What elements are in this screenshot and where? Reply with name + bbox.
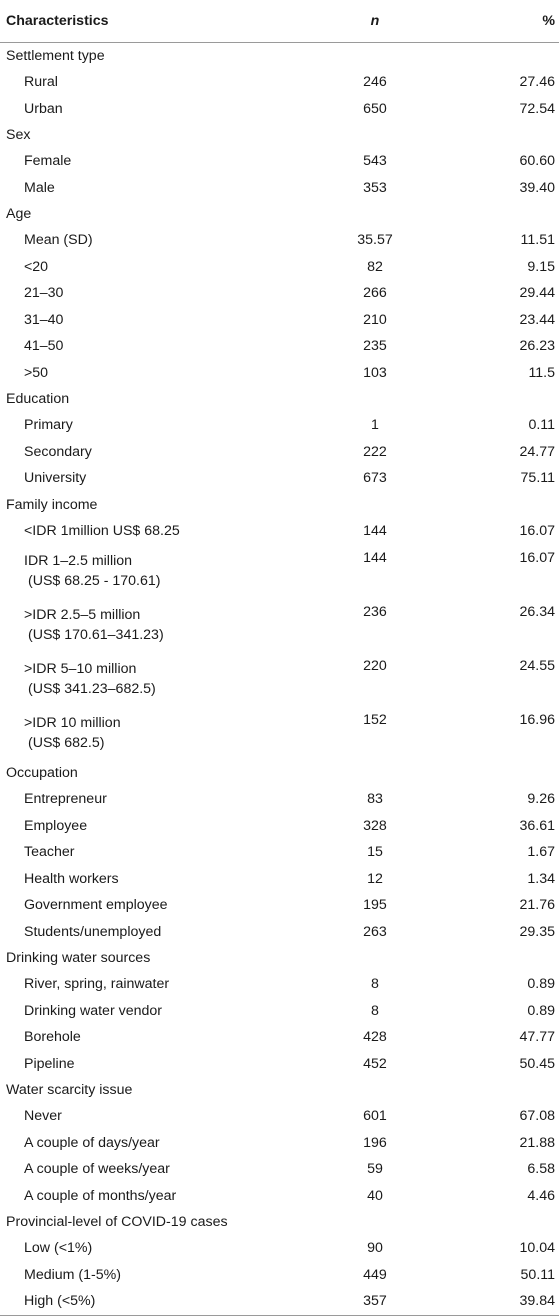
table-row <box>0 518 559 545</box>
row-label <box>0 465 290 492</box>
section-header-row <box>0 945 559 971</box>
table-row <box>0 1235 559 1262</box>
section-title: Settlement type <box>6 48 105 64</box>
row-label-subtext: (US$ 170.61–341.23) <box>28 627 164 643</box>
table-row <box>0 96 559 123</box>
row-label <box>0 706 290 760</box>
row-percent-value: 75.11 <box>520 470 555 487</box>
section-header-row <box>0 386 559 412</box>
row-label <box>0 254 290 281</box>
row-label-text: Mean (SD) <box>24 232 93 249</box>
row-label <box>0 148 290 175</box>
table-row <box>0 280 559 307</box>
row-label-text: Low (<1%) <box>24 1240 93 1257</box>
row-percent-value: 4.46 <box>527 1187 555 1204</box>
row-percent-value: 0.89 <box>527 1002 555 1019</box>
table-row <box>0 706 559 760</box>
row-label <box>0 96 290 123</box>
table-row <box>0 333 559 360</box>
row-percent-value: 0.11 <box>528 417 555 434</box>
section-header-row <box>0 1077 559 1103</box>
row-n-value: 83 <box>367 791 383 808</box>
row-percent-value: 39.84 <box>460 1288 559 1315</box>
table-row <box>0 652 559 706</box>
row-label <box>0 919 290 946</box>
header-n: n <box>290 0 460 43</box>
row-label <box>0 1051 290 1078</box>
row-percent-value: 36.61 <box>519 817 555 834</box>
table-body <box>0 43 559 1316</box>
row-percent-value: 11.5 <box>528 364 555 381</box>
row-n-value: 35.57 <box>357 232 393 249</box>
table-row <box>0 598 559 652</box>
row-n-value: 428 <box>363 1029 387 1046</box>
row-label-text: Rural <box>24 74 58 91</box>
row-n-value: 152 <box>363 712 387 728</box>
row-percent-value: 26.23 <box>519 338 555 355</box>
row-percent-value: 23.44 <box>519 311 555 328</box>
row-label <box>0 518 290 545</box>
row-n-value: 601 <box>363 1108 387 1125</box>
row-label <box>0 412 290 439</box>
table-row <box>0 998 559 1025</box>
table-row <box>0 1183 559 1210</box>
row-percent-value: 16.07 <box>519 550 555 566</box>
row-percent-value: 27.46 <box>519 74 555 91</box>
row-label <box>0 439 290 466</box>
table-row <box>0 1288 559 1315</box>
row-label-text: Secondary <box>24 443 92 460</box>
row-percent-value: 21.76 <box>519 897 555 914</box>
row-label <box>0 1024 290 1051</box>
row-label <box>0 1130 290 1157</box>
row-label <box>0 227 290 254</box>
section-header-row <box>0 1209 559 1235</box>
row-n-value: 40 <box>367 1187 383 1204</box>
row-percent-value: 24.77 <box>519 443 555 460</box>
table-row <box>0 786 559 813</box>
table-row <box>0 919 559 946</box>
row-label-text: IDR 1–2.5 million <box>24 553 133 569</box>
row-label-text: High (<5%) <box>24 1293 96 1310</box>
row-label-text: Urban <box>24 100 63 117</box>
row-percent-value: 10.04 <box>519 1240 555 1257</box>
row-label <box>0 280 290 307</box>
row-n-value: 103 <box>363 364 387 381</box>
row-label <box>0 971 290 998</box>
table-row <box>0 254 559 281</box>
row-percent-value: 16.07 <box>519 522 555 539</box>
row-label <box>0 1183 290 1210</box>
row-label-text: >50 <box>24 364 49 381</box>
row-n-value: 15 <box>367 844 383 861</box>
row-percent-value: 29.35 <box>519 923 555 940</box>
row-n-value: 8 <box>371 976 379 993</box>
row-n-value: 222 <box>363 443 387 460</box>
row-label-text: Borehole <box>24 1029 81 1046</box>
row-label <box>0 652 290 706</box>
row-label <box>0 307 290 334</box>
table-row <box>0 1130 559 1157</box>
header-percent: % <box>460 0 559 43</box>
row-n-value: 452 <box>363 1055 387 1072</box>
row-n-value: 220 <box>363 658 387 674</box>
row-label-text: >IDR 5–10 million <box>24 661 137 677</box>
row-label-text: Medium (1-5%) <box>24 1266 121 1283</box>
table-row <box>0 839 559 866</box>
table-row <box>0 971 559 998</box>
row-n-value: 328 <box>363 817 387 834</box>
row-label <box>0 1262 290 1289</box>
row-label-text: Employee <box>24 817 88 834</box>
row-n-value: 1 <box>371 417 379 434</box>
row-n-value: 235 <box>363 338 387 355</box>
section-title: Provincial-level of COVID-19 cases <box>6 1214 228 1230</box>
row-label <box>0 998 290 1025</box>
row-label-text: 21–30 <box>24 285 64 302</box>
row-label <box>0 175 290 202</box>
row-n-value: 196 <box>363 1134 387 1151</box>
row-label <box>0 1103 290 1130</box>
row-label-text: Female <box>24 153 72 170</box>
section-title: Sex <box>6 127 31 143</box>
row-label-text: <IDR 1million US$ 68.25 <box>24 522 180 539</box>
row-n-value: 12 <box>367 870 383 887</box>
section-header-row <box>0 760 559 786</box>
section-title: Family income <box>6 496 98 513</box>
row-label-text: Government employee <box>24 897 168 914</box>
row-n-value: 357 <box>290 1288 460 1315</box>
row-n-value: 263 <box>363 923 387 940</box>
row-percent-value: 72.54 <box>519 100 555 117</box>
row-n-value: 246 <box>363 74 387 91</box>
table-row <box>0 175 559 202</box>
row-label <box>0 866 290 893</box>
row-n-value: 59 <box>367 1161 383 1178</box>
row-label-text: Drinking water vendor <box>24 1002 162 1019</box>
row-percent-value: 1.67 <box>527 844 555 861</box>
row-n-value: 650 <box>363 100 387 117</box>
section-title: Age <box>6 206 32 222</box>
row-label <box>0 839 290 866</box>
table-row <box>0 439 559 466</box>
row-percent-value: 16.96 <box>519 712 555 728</box>
row-label <box>0 544 290 598</box>
row-label <box>0 1235 290 1262</box>
row-percent-value: 6.58 <box>527 1161 555 1178</box>
row-label-text: 41–50 <box>24 338 64 355</box>
row-n-value: 449 <box>363 1266 387 1283</box>
row-label-subtext: (US$ 341.23–682.5) <box>28 681 156 697</box>
row-label-text: A couple of weeks/year <box>24 1161 170 1178</box>
row-label <box>0 1156 290 1183</box>
section-title: Drinking water sources <box>6 950 151 966</box>
row-percent-value: 21.88 <box>519 1134 555 1151</box>
section-header-row <box>0 492 559 518</box>
row-label-text: Male <box>24 179 55 196</box>
row-percent-value: 24.55 <box>519 658 555 674</box>
table-row <box>0 1051 559 1078</box>
section-header-row <box>0 43 559 70</box>
section-title: Occupation <box>6 765 78 781</box>
table-row <box>0 1024 559 1051</box>
table-header-row <box>0 0 559 43</box>
row-label <box>0 1288 290 1315</box>
row-label-text: 31–40 <box>24 311 64 328</box>
table-row <box>0 412 559 439</box>
row-percent-value: 60.60 <box>519 153 555 170</box>
row-n-value: 8 <box>371 1002 379 1019</box>
row-n-value: 144 <box>363 550 387 566</box>
row-label-text: Students/unemployed <box>24 923 162 940</box>
table-row <box>0 1262 559 1289</box>
row-label-text: Primary <box>24 417 73 434</box>
row-n-value: 90 <box>367 1240 383 1257</box>
row-n-value: 210 <box>363 311 387 328</box>
row-label <box>0 333 290 360</box>
table-row <box>0 307 559 334</box>
row-label-text: Pipeline <box>24 1055 75 1072</box>
row-percent-value: 0.89 <box>527 976 555 993</box>
row-label <box>0 598 290 652</box>
table-row <box>0 813 559 840</box>
table-row <box>0 544 559 598</box>
header-characteristics: Characteristics <box>0 0 290 43</box>
row-percent-value: 39.40 <box>519 179 555 196</box>
row-n-value: 353 <box>363 179 387 196</box>
row-label <box>0 69 290 96</box>
row-label <box>0 360 290 387</box>
row-percent-value: 29.44 <box>519 285 555 302</box>
row-label-text: Health workers <box>24 870 119 887</box>
row-n-value: 82 <box>367 258 383 275</box>
row-percent-value: 9.15 <box>527 258 555 275</box>
row-percent-value: 50.11 <box>520 1266 555 1283</box>
table-row <box>0 892 559 919</box>
row-n-value: 266 <box>363 285 387 302</box>
row-n-value: 144 <box>363 522 387 539</box>
row-n-value: 195 <box>363 897 387 914</box>
row-label-text: A couple of months/year <box>24 1187 177 1204</box>
row-label-text: <20 <box>24 258 49 275</box>
row-label-text: Entrepreneur <box>24 791 107 808</box>
table-row <box>0 1156 559 1183</box>
table-row <box>0 227 559 254</box>
row-percent-value: 50.45 <box>519 1055 555 1072</box>
section-header-row <box>0 122 559 148</box>
table-row <box>0 1103 559 1130</box>
row-percent-value: 9.26 <box>527 791 555 808</box>
row-label-text: Teacher <box>24 844 75 861</box>
row-n-value: 543 <box>363 153 387 170</box>
row-percent-value: 26.34 <box>519 604 555 620</box>
row-label-text: Never <box>24 1108 62 1125</box>
row-percent-value: 67.08 <box>519 1108 555 1125</box>
row-label <box>0 813 290 840</box>
section-title: Education <box>6 391 70 407</box>
table-row <box>0 69 559 96</box>
row-percent-value: 47.77 <box>519 1029 555 1046</box>
row-label <box>0 892 290 919</box>
row-label-text: University <box>24 470 87 487</box>
section-header-row <box>0 201 559 227</box>
row-label-text: River, spring, rainwater <box>24 976 170 993</box>
table-row <box>0 148 559 175</box>
row-percent-value: 1.34 <box>527 870 555 887</box>
table-row <box>0 360 559 387</box>
row-label-text: >IDR 2.5–5 million <box>24 607 141 623</box>
row-label-text: A couple of days/year <box>24 1134 160 1151</box>
row-label-subtext: (US$ 68.25 - 170.61) <box>28 573 161 589</box>
row-label-text: >IDR 10 million <box>24 715 121 731</box>
row-percent-value: 11.51 <box>520 232 555 249</box>
section-title: Water scarcity issue <box>6 1082 133 1098</box>
row-label <box>0 786 290 813</box>
row-label-subtext: (US$ 682.5) <box>28 735 105 751</box>
row-n-value: 673 <box>363 470 387 487</box>
table-row <box>0 866 559 893</box>
table-row <box>0 465 559 492</box>
row-n-value: 236 <box>363 604 387 620</box>
